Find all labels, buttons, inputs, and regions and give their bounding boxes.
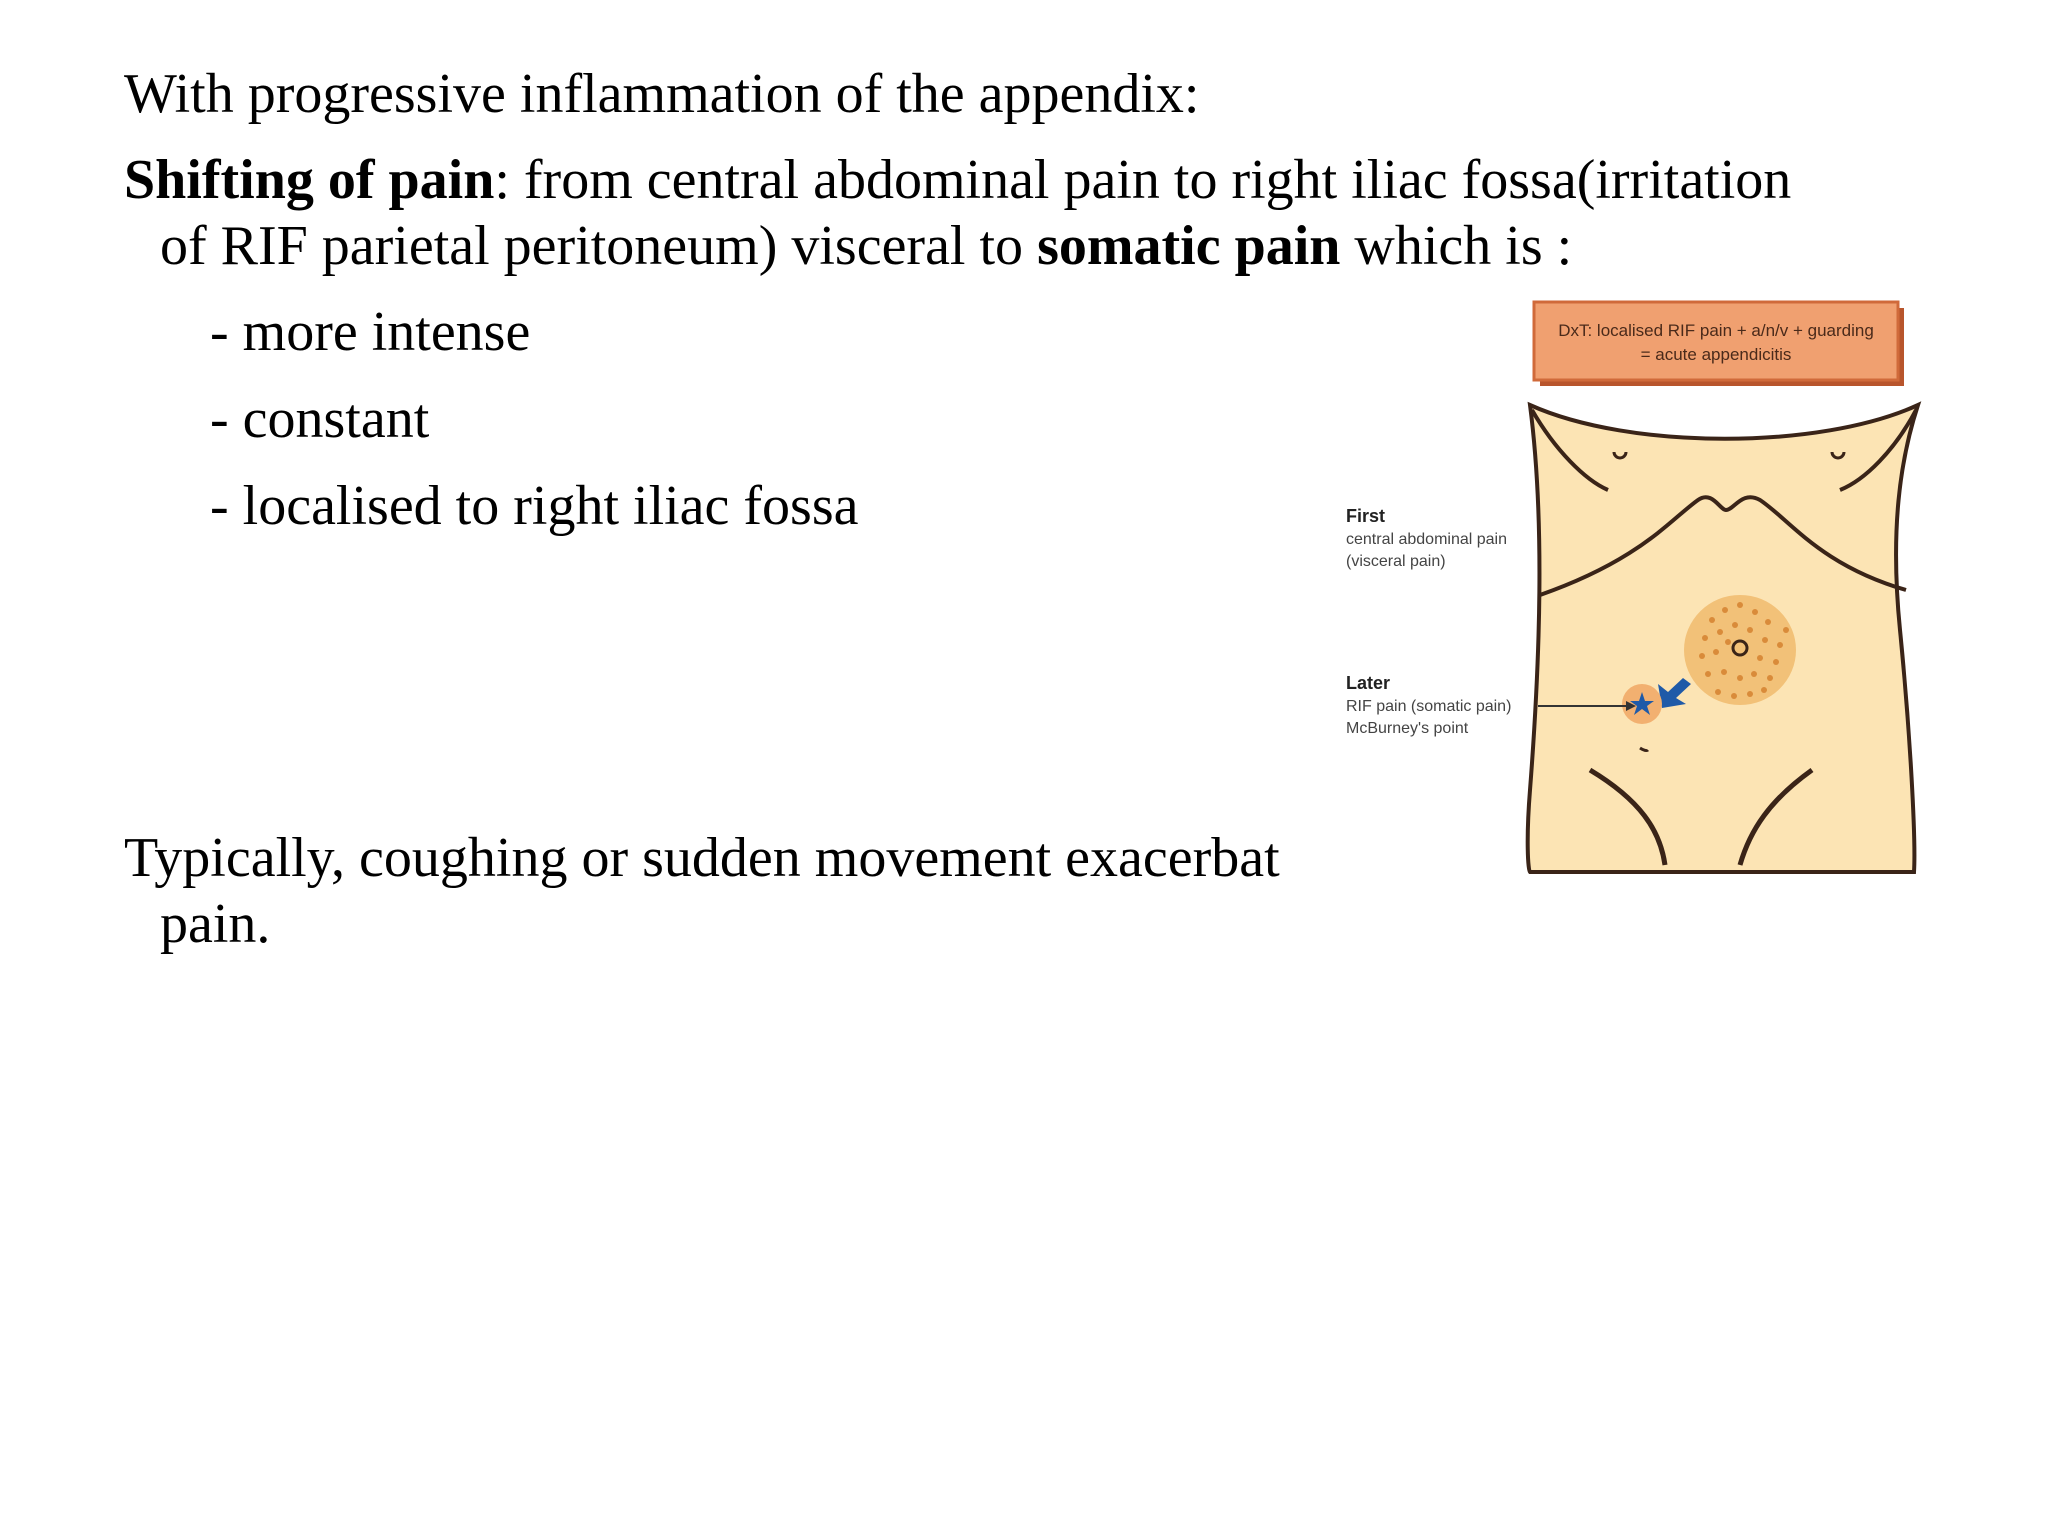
first-line-2: (visceral pain) [1346, 553, 1446, 570]
diagnosis-line-2: = acute appendicitis [1640, 345, 1792, 364]
first-heading: First [1346, 506, 1386, 526]
intro-text: With progressive inflammation of the appendix: [124, 63, 1200, 125]
later-heading: Later [1346, 673, 1391, 693]
later-line-2: McBurney's point [1346, 720, 1469, 737]
diagnosis-line-1: DxT: localised RIF pain + a/n/v + guarding [1558, 321, 1874, 340]
shifting-text-2: of RIF parietal peritoneum) visceral to [160, 215, 1038, 277]
shifting-line-1 [124, 148, 1791, 212]
appendicitis-diagram [1340, 300, 1960, 890]
later-line-1: RIF pain (somatic pain) [1346, 698, 1512, 715]
bullet-item: - more intense [210, 301, 531, 363]
central-pain-area [1684, 595, 1796, 705]
shifting-text-1: : from central abdominal pain to right iliac fossa(irritation [494, 149, 1792, 211]
shifting-term: Shifting of pain [124, 149, 495, 211]
first-line-1: central abdominal pain [1346, 531, 1507, 548]
diagnosis-box [1534, 302, 1904, 386]
somatic-term: somatic pain [1037, 215, 1341, 277]
bullet-item: - localised to right iliac fossa [210, 475, 859, 537]
shifting-text-3: which is : [1340, 215, 1573, 277]
closing-line-2: pain. [160, 893, 271, 955]
bullet-item: - constant [210, 388, 430, 450]
closing-line-1: Typically, coughing or sudden movement exacerbat [124, 827, 1280, 889]
shifting-line-2 [160, 214, 1572, 278]
